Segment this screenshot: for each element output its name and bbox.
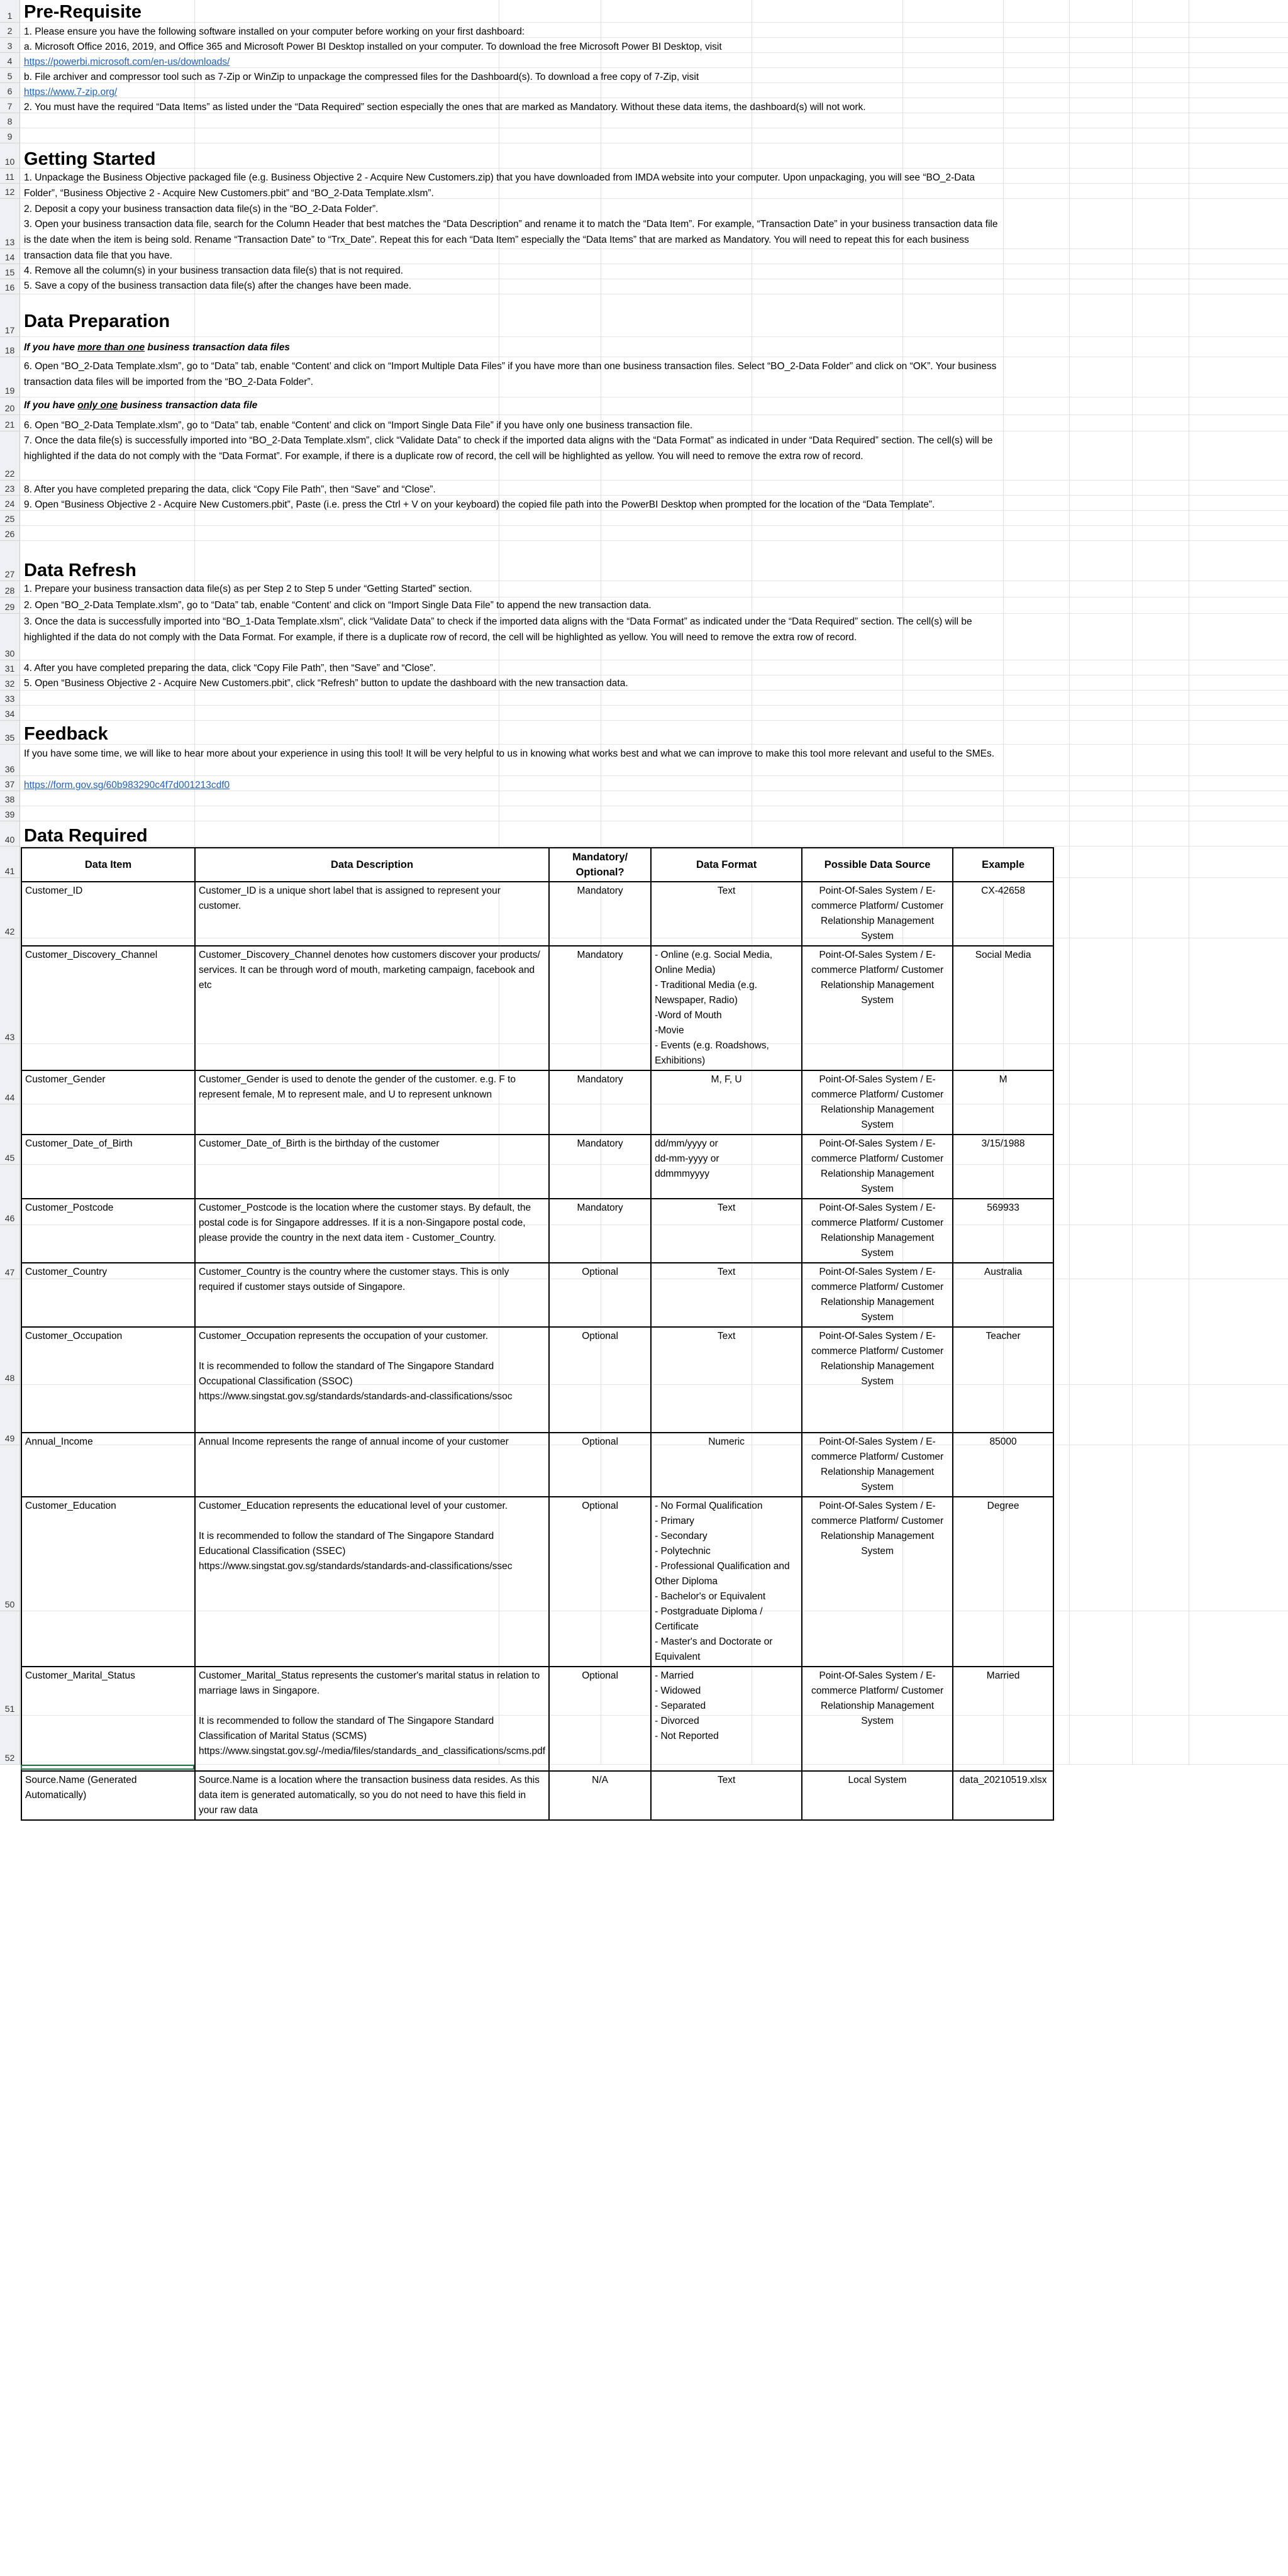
row-number[interactable]: 24	[0, 496, 20, 511]
cell-mandatory[interactable]: Optional	[549, 1433, 651, 1497]
row-number[interactable]: 51	[0, 1611, 20, 1716]
row-number[interactable]: 26	[0, 526, 20, 541]
cell-data-format[interactable]: - Married - Widowed - Separated - Divorced - Not Reported	[651, 1667, 802, 1771]
row-number[interactable]: 43	[0, 938, 20, 1044]
cell-data-source[interactable]: Point-Of-Sales System / E-commerce Platform/ Customer Relationship Management System	[802, 1433, 953, 1497]
row-number[interactable]: 29	[0, 597, 20, 614]
row-number[interactable]: 2	[0, 23, 20, 38]
row-number[interactable]: 25	[0, 511, 20, 526]
row-number[interactable]: 34	[0, 706, 20, 721]
cell-data-item[interactable]: Customer_Education	[21, 1497, 195, 1667]
table-row	[21, 1263, 1053, 1327]
feedback-heading: Feedback	[24, 724, 108, 744]
cell-data-description[interactable]: Customer_Occupation represents the occupation of your customer. It is recommended to follow the standard of The Singapore Standard Occupational Classification (SSOC) https://www.singstat.gov.sg/standards/standards-and-classifications/ssoc	[195, 1327, 549, 1433]
cell-example[interactable]: Married	[953, 1667, 1053, 1771]
row-number[interactable]: 32	[0, 675, 20, 691]
grid-row	[21, 721, 1288, 745]
row-number[interactable]: 19	[0, 357, 20, 397]
row-number[interactable]: 50	[0, 1445, 20, 1611]
row-number[interactable]: 36	[0, 745, 20, 776]
cell-data-format[interactable]: M, F, U	[651, 1070, 802, 1135]
cell-data-format[interactable]: Text	[651, 882, 802, 946]
cell-data-description[interactable]: Customer_Education represents the educational level of your customer. It is recommended to follow the standard of The Singapore Standard Educational Classification (SSEC) https://www.singstat.gov.sg/standards/standards-and-classifications/ssec	[195, 1497, 549, 1667]
cell-data-item[interactable]: Customer_ID	[21, 882, 195, 946]
powerbi-link[interactable]: https://powerbi.microsoft.com/en-us/downloads/	[24, 57, 230, 67]
gs-step-5: 5. Save a copy of the business transaction data file(s) after the changes have been made.	[24, 280, 412, 291]
cell-example[interactable]: 85000	[953, 1433, 1053, 1497]
cell-example[interactable]: 3/15/1988	[953, 1135, 1053, 1199]
cell-data-format[interactable]: - Online (e.g. Social Media, Online Media) - Traditional Media (e.g. Newspaper, Radio) -Word of Mouth -Movie - Events (e.g. Roadshows, Exhibitions)	[651, 946, 802, 1070]
selected-cell[interactable]	[21, 1765, 194, 1770]
row-number[interactable]: 47	[0, 1225, 20, 1279]
grid-row	[21, 128, 1288, 143]
row-number[interactable]: 30	[0, 614, 20, 660]
cell-data-description[interactable]: Customer_Gender is used to denote the gender of the customer. e.g. F to represent female, M to represent male, and U to represent unknown	[195, 1070, 549, 1135]
row-number[interactable]: 39	[0, 806, 20, 821]
row-number[interactable]: 49	[0, 1385, 20, 1445]
prep-step-7: 7. Once the data file(s) is successfully imported into “BO_2-Data Template.xlsm”, click “Validate Data” to check if the imported data aligns with the “Data Format” as indicated in under “Data Required” section. The cell(s) will be highlighted if the data do not comply with the “Data Format”. For example, if there is a duplicate row of record, the cell will be highlighted as yellow. You will need to remove the extra row of record.	[24, 435, 993, 462]
cell-mandatory[interactable]: Mandatory	[549, 882, 651, 946]
prep-step-6-multiple: 6. Open “BO_2-Data Template.xlsm”, go to “Data” tab, enable “Content’ and click on “Import Multiple Data Files” if you have more than one business transaction files. Select “BO_2-Data Folder” and click on “OK”. Your business transaction data files will be imported from the “BO_2-Data Folder”.	[24, 361, 997, 387]
prereq-line-1: 1. Please ensure you have the following software installed on your computer before working on your first dashboard:	[24, 26, 525, 37]
cell-mandatory[interactable]: Optional	[549, 1497, 651, 1667]
row-number[interactable]: 17	[0, 294, 20, 337]
cell-mandatory[interactable]: N/A	[549, 1771, 651, 1820]
feedback-form-link[interactable]: https://form.gov.sg/60b983290c4f7d001213cdf0	[24, 780, 230, 791]
row-number[interactable]: 37	[0, 776, 20, 791]
cell-mandatory[interactable]: Mandatory	[549, 946, 651, 1070]
gs-step-4: 4. Remove all the column(s) in your business transaction data file(s) that is not required.	[24, 265, 404, 276]
row-number[interactable]: 18	[0, 337, 20, 357]
row-number[interactable]: 33	[0, 691, 20, 706]
cell-mandatory[interactable]: Mandatory	[549, 1070, 651, 1135]
cell-data-item[interactable]: Customer_Gender	[21, 1070, 195, 1135]
prereq-line-b: b. File archiver and compressor tool such as 7-Zip or WinZip to unpackage the compressed files for the Dashboard(s). To download a free copy of 7-Zip, visit	[24, 72, 699, 82]
cell-data-format[interactable]: Text	[651, 1327, 802, 1433]
cell-data-description[interactable]: Annual Income represents the range of annual income of your customer	[195, 1433, 549, 1497]
gs-step-1: 1. Unpackage the Business Objective packaged file (e.g. Business Objective 2 - Acquire New Customers.zip) that you have downloaded from IMDA website into your computer. Upon unpackaging, you will see “BO_2-Data Folder”, “Business Objective 2 - Acquire New Customers.pbit” and “BO_2-Data Template.xlsm”.	[24, 172, 975, 199]
row-number[interactable]: 42	[0, 878, 20, 938]
table-row	[21, 1135, 1053, 1199]
cell-data-format[interactable]: Text	[651, 1263, 802, 1327]
table-row	[21, 1667, 1053, 1771]
row-number[interactable]: 20	[0, 397, 20, 415]
grid-row	[21, 806, 1288, 821]
cell-data-source[interactable]: Point-Of-Sales System / E-commerce Platform/ Customer Relationship Management System	[802, 1135, 953, 1199]
table-row	[21, 1199, 1053, 1263]
cell-example[interactable]: M	[953, 1070, 1053, 1135]
row-number[interactable]: 41	[0, 847, 20, 878]
row-number[interactable]: 16	[0, 279, 20, 294]
gs-step-3: 3. Open your business transaction data file, search for the Column Header that best matches the “Data Description” and rename it to match the “Data Item”. For example, “Transaction Date” in your business transaction data file is the date when the item is being sold. Rename “Transaction Date” to “Trx_Date”. Repeat this for each “Data Item” especially the “Data Items” that are marked as Mandatory. You will need to repeat this for each business transaction data file that you have.	[24, 219, 998, 261]
cell-data-source[interactable]: Local System	[802, 1771, 953, 1820]
data-required-table	[21, 847, 1054, 1821]
feedback-text: If you have some time, we will like to hear more about your experience in using this tool! It will be very helpful to us in knowing what works best and what we can improve to make this tool more relevant and useful to the SMEs.	[24, 748, 995, 759]
cell-data-item[interactable]: Customer_Postcode	[21, 1199, 195, 1263]
prereq-line-2: 2. You must have the required “Data Items” as listed under the “Data Required” section especially the ones that are marked as Mandatory. Without these data items, the dashboard(s) will not work.	[24, 102, 866, 113]
row-number[interactable]: 8	[0, 113, 20, 128]
col-header-data-item: Data Item	[21, 848, 195, 882]
cell-example[interactable]: Degree	[953, 1497, 1053, 1667]
cell-data-description[interactable]: Customer_ID is a unique short label that is assigned to represent your customer.	[195, 882, 549, 946]
column-gridline	[1132, 0, 1133, 1765]
cell-data-source[interactable]: Point-Of-Sales System / E-commerce Platform/ Customer Relationship Management System	[802, 1327, 953, 1433]
cell-example[interactable]: 569933	[953, 1199, 1053, 1263]
data-required-heading: Data Required	[24, 826, 148, 846]
grid-row	[21, 706, 1288, 721]
cell-data-description[interactable]: Customer_Date_of_Birth is the birthday of the customer	[195, 1135, 549, 1199]
cell-data-item[interactable]: Customer_Marital_Status	[21, 1667, 195, 1771]
cell-mandatory[interactable]: Optional	[549, 1263, 651, 1327]
row-number[interactable]: 52	[0, 1716, 20, 1765]
row-number[interactable]: 6	[0, 83, 20, 98]
table-row	[21, 882, 1053, 946]
cell-data-item[interactable]: Customer_Occupation	[21, 1327, 195, 1433]
cell-data-source[interactable]: Point-Of-Sales System / E-commerce Platform/ Customer Relationship Management System	[802, 1199, 953, 1263]
grid-row	[21, 541, 1288, 581]
column-gridline	[1069, 0, 1070, 1765]
table-row	[21, 946, 1053, 1070]
row-number[interactable]: 7	[0, 98, 20, 113]
gs-step-2: 2. Deposit a copy your business transaction data file(s) in the “BO_2-Data Folder”.	[24, 204, 379, 214]
cell-data-source[interactable]: Point-Of-Sales System / E-commerce Platform/ Customer Relationship Management System	[802, 1070, 953, 1135]
grid-row	[21, 691, 1288, 706]
prep-subheading-multiple: If you have more than one business transaction data files	[24, 342, 290, 353]
cell-data-description[interactable]: Customer_Discovery_Channel denotes how customers discover your products/ services. It can be through word of mouth, marketing campaign, facebook and etc	[195, 946, 549, 1070]
row-number[interactable]: 11	[0, 169, 20, 184]
row-number[interactable]: 28	[0, 581, 20, 597]
table-row	[21, 1327, 1053, 1433]
table-row	[21, 1433, 1053, 1497]
data-refresh-heading: Data Refresh	[24, 560, 136, 580]
cell-data-description[interactable]: Customer_Country is the country where the customer stays. This is only required if customer stays outside of Singapore.	[195, 1263, 549, 1327]
cell-example[interactable]: Social Media	[953, 946, 1053, 1070]
row-number[interactable]: 23	[0, 480, 20, 496]
cell-data-item[interactable]: Customer_Date_of_Birth	[21, 1135, 195, 1199]
cell-data-item[interactable]: Source.Name (Generated Automatically)	[21, 1771, 195, 1820]
cell-mandatory[interactable]: Mandatory	[549, 1199, 651, 1263]
grid-row	[21, 526, 1288, 541]
cell-example[interactable]: CX-42658	[953, 882, 1053, 946]
cell-data-description[interactable]: Source.Name is a location where the transaction business data resides. As this data item is generated automatically, so you do not need to have this field in your raw data	[195, 1771, 549, 1820]
cell-data-format[interactable]: Numeric	[651, 1433, 802, 1497]
table-header-row	[21, 848, 1053, 882]
row-number[interactable]: 40	[0, 821, 20, 847]
row-number[interactable]: 44	[0, 1044, 20, 1104]
cell-example[interactable]: Australia	[953, 1263, 1053, 1327]
cell-data-item[interactable]: Customer_Country	[21, 1263, 195, 1327]
refresh-step-5: 5. Open “Business Objective 2 - Acquire New Customers.pbit”, click “Refresh” button to update the dashboard with the new transaction data.	[24, 678, 628, 689]
row-number[interactable]: 38	[0, 791, 20, 806]
grid-row	[21, 0, 1288, 23]
cell-data-source[interactable]: Point-Of-Sales System / E-commerce Platform/ Customer Relationship Management System	[802, 1667, 953, 1771]
grid-row	[21, 294, 1288, 337]
cell-data-format[interactable]: dd/mm/yyyy or dd-mm-yyyy or ddmmmyyyy	[651, 1135, 802, 1199]
grid-row	[21, 83, 1288, 98]
row-number[interactable]: 35	[0, 721, 20, 745]
row-number[interactable]: 27	[0, 541, 20, 581]
cell-example[interactable]: Teacher	[953, 1327, 1053, 1433]
grid-row	[21, 791, 1288, 806]
cell-data-source[interactable]: Point-Of-Sales System / E-commerce Platform/ Customer Relationship Management System	[802, 1497, 953, 1667]
row-number[interactable]: 1	[0, 0, 20, 23]
row-number[interactable]: 13	[0, 199, 20, 249]
refresh-step-4: 4. After you have completed preparing the data, click “Copy File Path”, then “Save” and “Close”.	[24, 663, 436, 674]
col-header-data-format: Data Format	[651, 848, 802, 882]
cell-mandatory[interactable]: Mandatory	[549, 1135, 651, 1199]
prereq-line-a: a. Microsoft Office 2016, 2019, and Office 365 and Microsoft Power BI Desktop installed on your computer. To download the free Microsoft Power BI Desktop, visit	[24, 42, 722, 52]
grid-row	[21, 143, 1288, 169]
col-header-mandatory: Mandatory/ Optional?	[549, 848, 651, 882]
7zip-link[interactable]: https://www.7-zip.org/	[24, 87, 118, 97]
cell-data-source[interactable]: Point-Of-Sales System / E-commerce Platform/ Customer Relationship Management System	[802, 946, 953, 1070]
refresh-step-3: 3. Once the data is successfully imported into “BO_1-Data Template.xlsm”, click “Validate Data” to check if the imported data aligns with the “Data Format” as indicated under the “Data Required” section. The cell(s) will be highlighted if the data do not comply with the Data Format. For example, if there is a duplicate row of record, the cell will be highlighted as yellow. You will need to remove the extra row of record.	[24, 616, 972, 643]
grid-row	[21, 821, 1288, 847]
prep-step-9: 9. Open “Business Objective 2 - Acquire New Customers.pbit”, Paste (i.e. press the Ctrl + V on your keyboard) the copied file path into the PowerBI Desktop when prompted for the location of the “Data Template”.	[24, 499, 935, 510]
row-number[interactable]: 21	[0, 415, 20, 431]
row-number[interactable]: 5	[0, 68, 20, 83]
col-header-data-description: Data Description	[195, 848, 549, 882]
cell-data-source[interactable]: Point-Of-Sales System / E-commerce Platform/ Customer Relationship Management System	[802, 1263, 953, 1327]
refresh-step-2: 2. Open “BO_2-Data Template.xlsm”, go to “Data” tab, enable “Content’ and click on “Import Single Data File” to append the new transaction data.	[24, 600, 652, 611]
refresh-step-1: 1. Prepare your business transaction data file(s) as per Step 2 to Step 5 under “Getting Started” section.	[24, 584, 472, 594]
row-number[interactable]: 12	[0, 184, 20, 199]
cell-data-description[interactable]: Customer_Marital_Status represents the customer's marital status in relation to marriage laws in Singapore. It is recommended to follow the standard of The Singapore Standard Classification of Marital Status (SCMS) https://www.singstat.gov.sg/-/media/files/standards_and_classifications/scms.pdf	[195, 1667, 549, 1771]
row-number[interactable]: 10	[0, 143, 20, 169]
row-number[interactable]: 45	[0, 1104, 20, 1165]
getting-started-heading: Getting Started	[24, 149, 156, 169]
cell-mandatory[interactable]: Optional	[549, 1667, 651, 1771]
cell-data-format[interactable]: Text	[651, 1199, 802, 1263]
cell-data-format[interactable]: - No Formal Qualification - Primary - Secondary - Polytechnic - Professional Qualification and Other Diploma - Bachelor's or Equivalent - Postgraduate Diploma / Certificate - Master's and Doctorate or Equivalent	[651, 1497, 802, 1667]
col-header-data-source: Possible Data Source	[802, 848, 953, 882]
table-row	[21, 1497, 1053, 1667]
row-number[interactable]: 48	[0, 1279, 20, 1385]
prep-step-6-single: 6. Open “BO_2-Data Template.xlsm”, go to “Data” tab, enable “Content’ and click on “Import Single Data File” if you have only one business transaction file.	[24, 420, 693, 431]
row-number[interactable]: 31	[0, 660, 20, 675]
grid-row	[21, 113, 1288, 128]
row-number[interactable]: 4	[0, 53, 20, 68]
table-row	[21, 1070, 1053, 1135]
prereq-heading: Pre-Requisite	[24, 2, 142, 22]
cell-data-format[interactable]: Text	[651, 1771, 802, 1820]
col-header-example: Example	[953, 848, 1053, 882]
cell-data-item[interactable]: Annual_Income	[21, 1433, 195, 1497]
cell-data-description[interactable]: Customer_Postcode is the location where the customer stays. By default, the postal code is for Singapore addresses. If it is a non-Singapore postal code, please provide the country in the next data item - Customer_Country.	[195, 1199, 549, 1263]
row-number[interactable]: 46	[0, 1165, 20, 1225]
grid-row	[21, 511, 1288, 526]
cell-mandatory[interactable]: Optional	[549, 1327, 651, 1433]
row-number[interactable]: 9	[0, 128, 20, 143]
row-number[interactable]: 14	[0, 249, 20, 264]
row-number[interactable]: 22	[0, 431, 20, 480]
prep-step-8: 8. After you have completed preparing the data, click “Copy File Path”, then “Save” and “Close”.	[24, 484, 436, 495]
row-number[interactable]: 15	[0, 264, 20, 279]
cell-example[interactable]: data_20210519.xlsx	[953, 1771, 1053, 1820]
prep-subheading-single: If you have only one business transaction data file	[24, 400, 258, 411]
cell-data-item[interactable]: Customer_Discovery_Channel	[21, 946, 195, 1070]
cell-data-source[interactable]: Point-Of-Sales System / E-commerce Platform/ Customer Relationship Management System	[802, 882, 953, 946]
row-number[interactable]: 3	[0, 38, 20, 53]
table-row	[21, 1771, 1053, 1820]
data-prep-heading: Data Preparation	[24, 311, 170, 331]
